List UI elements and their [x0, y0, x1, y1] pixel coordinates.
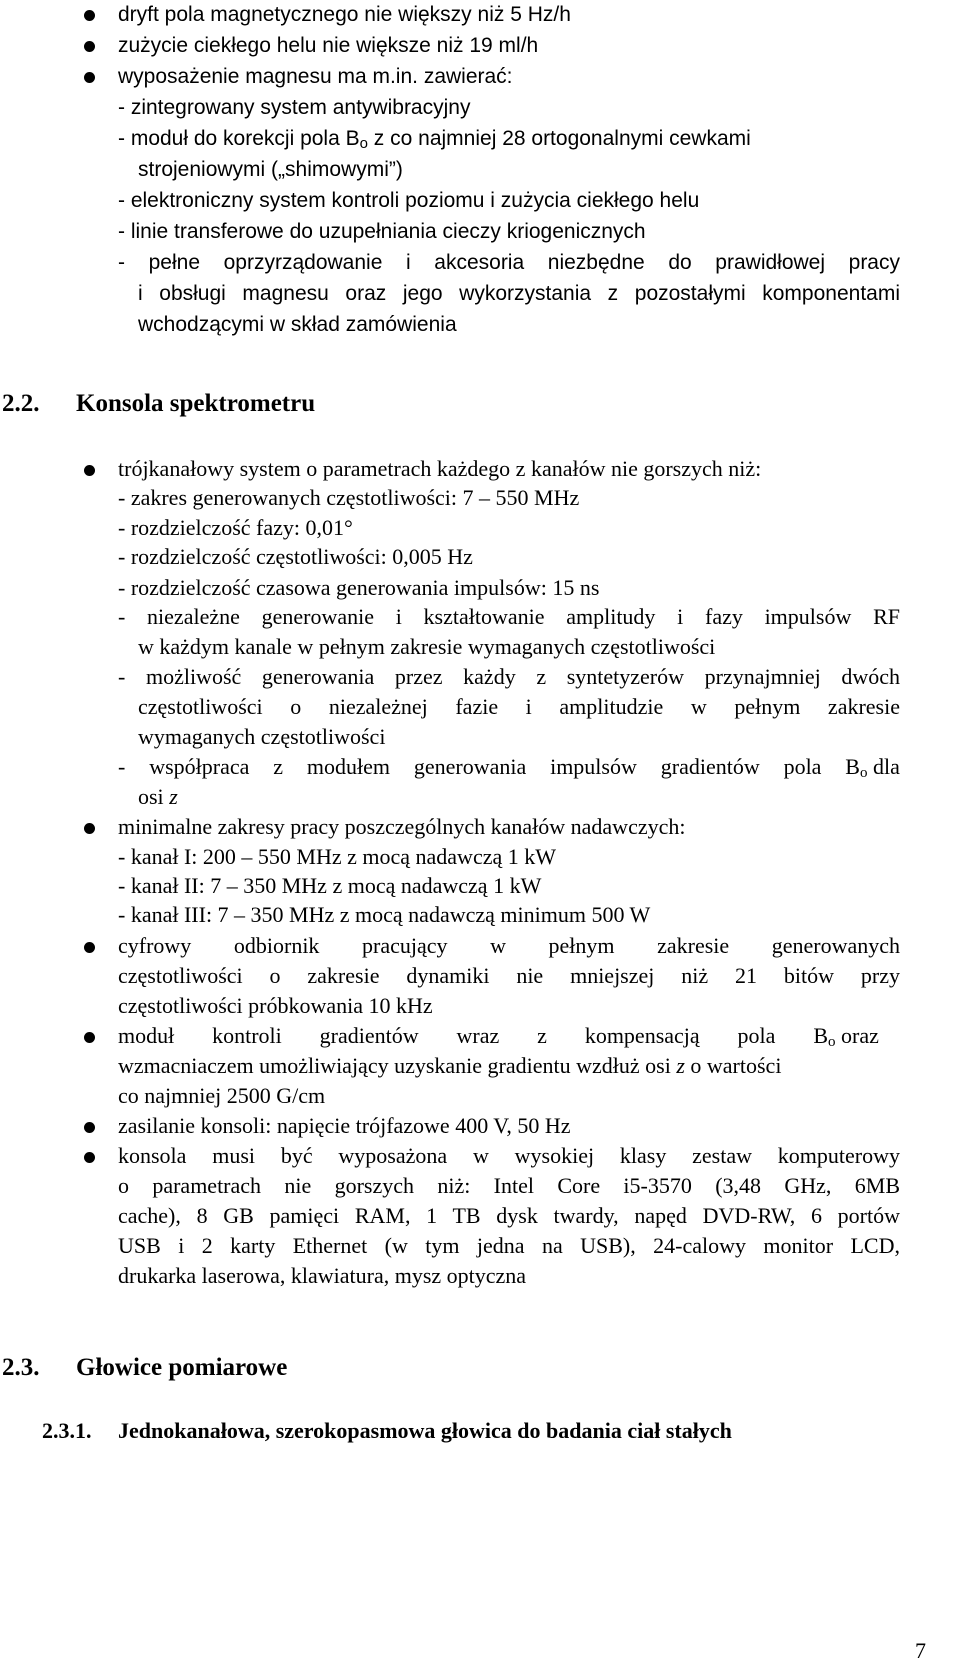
bullet-icon: [84, 942, 95, 953]
sub-item: - zintegrowany system antywibracyjny: [118, 96, 471, 119]
sub-item: - pełne oprzyrządowanie i akcesoria niezbędne do prawidłowej pracy: [118, 251, 900, 274]
list-item-continuation: USB i 2 karty Ethernet (w tym jedna na USB), 24-calowy monitor LCD,: [118, 1233, 900, 1258]
sub-item: - kanał III: 7 – 350 MHz z mocą nadawczą minimum 500 W: [118, 902, 651, 927]
section-number: 2.2.: [2, 390, 40, 417]
sub-item-text: dla: [867, 754, 900, 779]
sub-item-continuation: i obsługi magnesu oraz jego wykorzystania z pozostałymi komponentami: [138, 282, 900, 305]
sub-item: - zakres generowanych częstotliwości: 7 – 550 MHz: [118, 485, 580, 510]
axis-symbol: z: [676, 1053, 685, 1078]
sub-item: - kanał I: 200 – 550 MHz z mocą nadawczą 1 kW: [118, 844, 557, 869]
list-item-continuation: drukarka laserowa, klawiatura, mysz optyczna: [118, 1263, 527, 1288]
list-item: [118, 1021, 900, 1051]
bullet-icon: [84, 1152, 95, 1163]
list-item: trójkanałowy system o parametrach każdego z kanałów nie gorszych niż:: [118, 456, 762, 481]
list-item: minimalne zakresy pracy poszczególnych kanałów nadawczych:: [118, 814, 686, 839]
page-number: 7: [915, 1638, 926, 1663]
bullet-icon: [84, 1122, 95, 1133]
sub-item: - rozdzielczość czasowa generowania impulsów: 15 ns: [118, 575, 600, 600]
bullet-icon: [84, 465, 95, 476]
list-item-equipment: wyposażenie magnesu ma m.in. zawierać:: [118, 65, 513, 88]
subsection-title: Jednokanałowa, szerokopasmowa głowica do badania ciał stałych: [118, 1418, 732, 1443]
sub-item-text: osi: [138, 784, 170, 809]
sub-item: - rozdzielczość fazy: 0,01°: [118, 515, 353, 540]
bullet-icon: [84, 823, 95, 834]
bullet-icon: [84, 72, 95, 83]
sub-item: - niezależne generowanie i kształtowanie amplitudy i fazy impulsów RF: [118, 604, 900, 629]
sub-item: - możliwość generowania przez każdy z syntetyzerów przynajmniej dwóch: [118, 664, 900, 689]
sub-item-continuation: wchodzącymi w skład zamówienia: [138, 313, 457, 336]
list-item-continuation: o parametrach nie gorszych niż: Intel Core i5-3570 (3,48 GHz, 6MB: [118, 1173, 900, 1198]
bullet-icon: [84, 41, 95, 52]
subsection-number: 2.3.1.: [42, 1418, 92, 1443]
bullet-icon: [84, 10, 95, 21]
sub-item-continuation: częstotliwości o niezależnej fazie i amplitudzie w pełnym zakresie: [138, 694, 900, 719]
list-item: cyfrowy odbiornik pracujący w pełnym zakresie generowanych: [118, 933, 900, 958]
subscript: o: [828, 1034, 836, 1050]
sub-item-continuation: strojeniowymi („shimowymi”): [138, 158, 403, 181]
sub-item: [118, 752, 900, 782]
sub-item: - kanał II: 7 – 350 MHz z mocą nadawczą 1 kW: [118, 873, 542, 898]
sub-item: - elektroniczny system kontroli poziomu i zużycia ciekłego helu: [118, 189, 700, 212]
list-item-drift: dryft pola magnetycznego nie większy niż 5 Hz/h: [118, 3, 571, 26]
sub-item-continuation: wymaganych częstotliwości: [138, 724, 386, 749]
list-item-continuation: co najmniej 2500 G/cm: [118, 1083, 326, 1108]
sub-item-text: z co najmniej 28 ortogonalnymi cewkami: [367, 127, 751, 150]
list-item-continuation: częstotliwości próbkowania 10 kHz: [118, 993, 433, 1018]
sub-item-text: - współpraca z modułem generowania impulsów gradientów pola B: [118, 754, 860, 779]
list-item-continuation: [118, 1051, 781, 1081]
list-item-text: oraz: [835, 1023, 879, 1048]
list-item-text: moduł kontroli gradientów wraz z kompensacją pola B: [118, 1023, 828, 1048]
sub-item: [118, 124, 751, 154]
subscript: o: [860, 765, 868, 781]
section-number: 2.3.: [2, 1354, 40, 1381]
list-item-continuation: cache), 8 GB pamięci RAM, 1 TB dysk twardy, napęd DVD-RW, 6 portów: [118, 1203, 900, 1228]
axis-symbol: z: [169, 784, 178, 809]
sub-item: - linie transferowe do uzupełniania cieczy kriogenicznych: [118, 220, 646, 243]
list-item: konsola musi być wyposażona w wysokiej klasy zestaw komputerowy: [118, 1143, 900, 1168]
list-item-helium: zużycie ciekłego helu nie większe niż 19 ml/h: [118, 34, 539, 57]
list-item: zasilanie konsoli: napięcie trójfazowe 400 V, 50 Hz: [118, 1113, 571, 1138]
subscript: o: [359, 135, 368, 152]
list-item-text: wzmacniaczem umożliwiający uzyskanie gradientu wzdłuż osi: [118, 1053, 677, 1078]
list-item-text: o wartości: [684, 1053, 782, 1078]
sub-item: - rozdzielczość częstotliwości: 0,005 Hz: [118, 544, 473, 569]
sub-item-text: - moduł do korekcji pola B: [118, 127, 360, 150]
section-title: Głowice pomiarowe: [76, 1354, 288, 1381]
list-item-continuation: częstotliwości o zakresie dynamiki nie mniejszej niż 21 bitów przy: [118, 963, 900, 988]
bullet-icon: [84, 1032, 95, 1043]
sub-item-continuation: w każdym kanale w pełnym zakresie wymaganych częstotliwości: [138, 634, 716, 659]
sub-item-continuation: [138, 782, 178, 812]
section-title: Konsola spektrometru: [76, 390, 316, 417]
